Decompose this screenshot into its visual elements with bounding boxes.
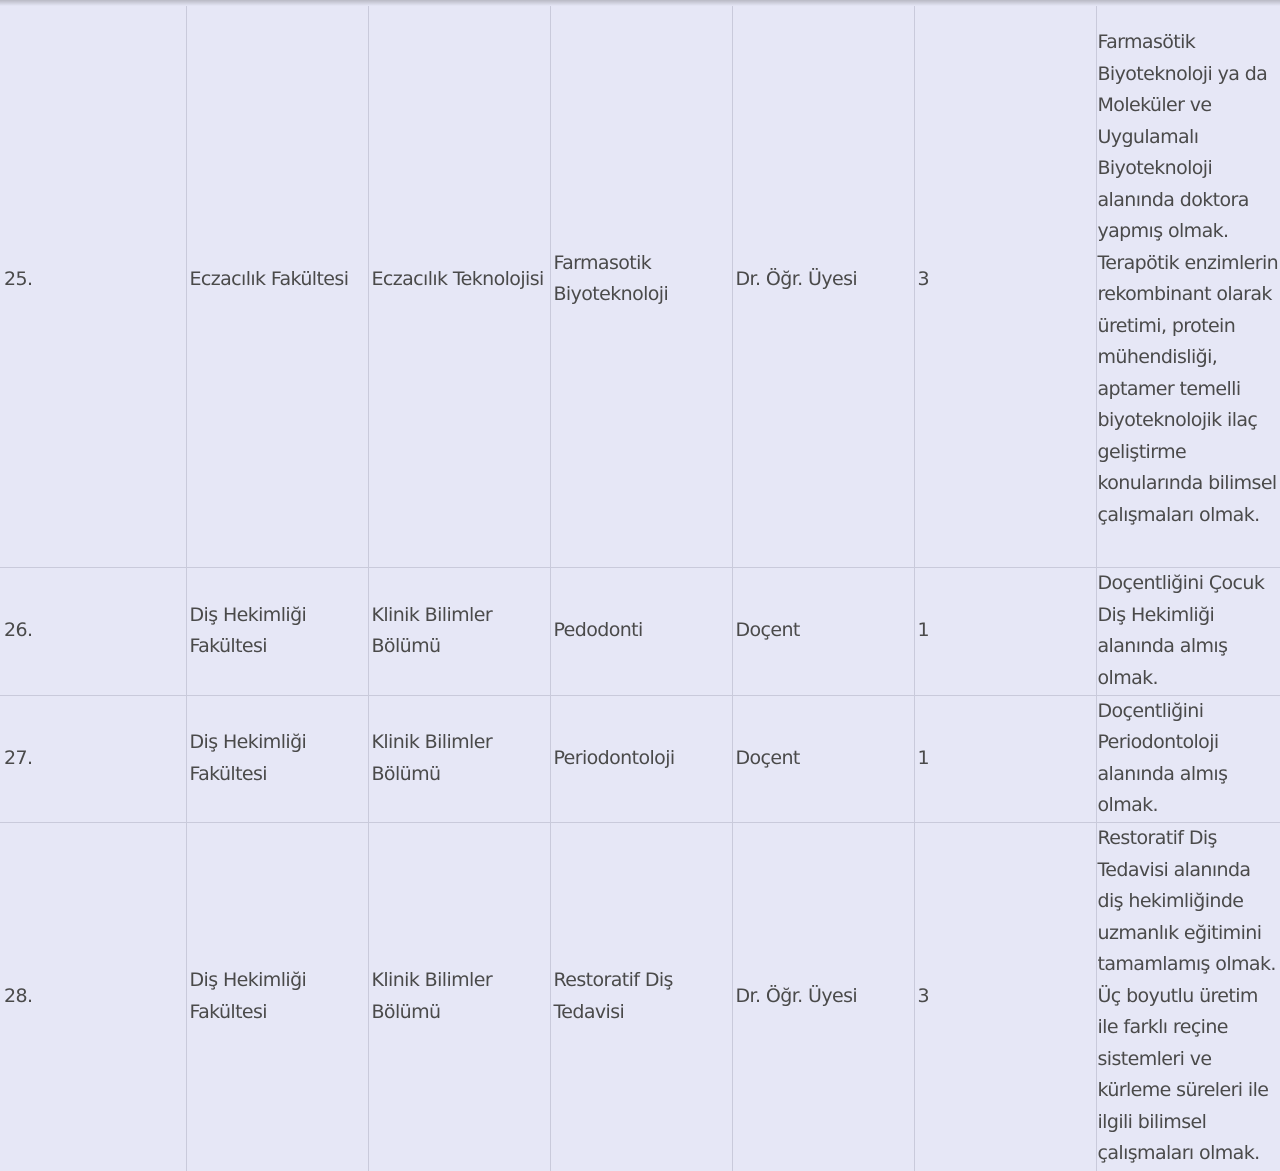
title-cell: Doçent (732, 567, 914, 695)
table-row (0, 0, 1280, 567)
count-cell: 3 (914, 822, 1096, 1171)
row-number: 26. (0, 567, 186, 695)
count-cell: 3 (914, 0, 1096, 567)
title-cell: Dr. Öğr. Üyesi (732, 0, 914, 567)
field-cell: Periodontoloji (550, 695, 732, 822)
top-shadow (0, 0, 1280, 6)
title-cell: Dr. Öğr. Üyesi (732, 822, 914, 1171)
department-cell: Klinik Bilimler Bölümü (368, 567, 550, 695)
count-cell: 1 (914, 695, 1096, 822)
requirement-cell: Doçentliğini Çocuk Diş Hekimliği alanında almış olmak. (1096, 567, 1280, 695)
department-cell: Eczacılık Teknolojisi (368, 0, 550, 567)
count-cell: 1 (914, 567, 1096, 695)
title-cell: Doçent (732, 695, 914, 822)
row-number: 25. (0, 0, 186, 567)
field-cell: Restoratif Diş Tedavisi (550, 822, 732, 1171)
faculty-cell: Diş Hekimliği Fakültesi (186, 567, 368, 695)
field-cell: Pedodonti (550, 567, 732, 695)
requirement-cell: Restoratif Diş Tedavisi alanında diş hekimliğinde uzmanlık eğitimini tamamlamış olmak. Üç boyutlu üretim ile farklı reçine sistemleri ve kürleme süreleri ile ilgili bilimsel çalışmaları olmak. (1096, 822, 1280, 1171)
faculty-cell: Eczacılık Fakültesi (186, 0, 368, 567)
table-row (0, 695, 1280, 822)
field-cell: Farmasotik Biyoteknoloji (550, 0, 732, 567)
row-number: 28. (0, 822, 186, 1171)
faculty-cell: Diş Hekimliği Fakültesi (186, 695, 368, 822)
faculty-cell: Diş Hekimliği Fakültesi (186, 822, 368, 1171)
requirement-cell: Doçentliğini Periodontoloji alanında almış olmak. (1096, 695, 1280, 822)
table-row (0, 567, 1280, 695)
requirement-cell: Farmasötik Biyoteknoloji ya da Moleküler ve Uygulamalı Biyoteknoloji alanında doktora yapmış olmak. Terapötik enzimlerin rekombinant olarak üretimi, protein mühendisliği, aptamer temelli biyoteknolojik ilaç geliştirme konularında bilimsel çalışmaları olmak. (1096, 0, 1280, 567)
department-cell: Klinik Bilimler Bölümü (368, 695, 550, 822)
department-cell: Klinik Bilimler Bölümü (368, 822, 550, 1171)
row-number: 27. (0, 695, 186, 822)
table-row (0, 822, 1280, 1171)
